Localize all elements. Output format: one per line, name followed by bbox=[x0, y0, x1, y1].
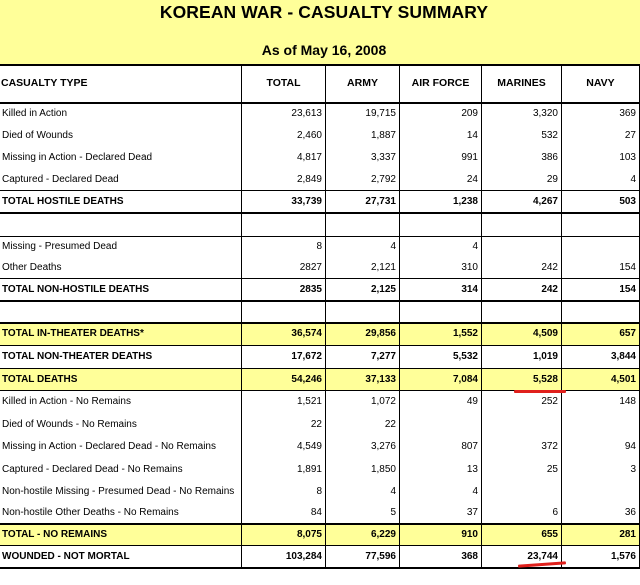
cell-air-force: 910 bbox=[400, 523, 482, 545]
cell-air-force: AIR FORCE bbox=[400, 64, 482, 102]
page-title: KOREAN WAR - CASUALTY SUMMARY bbox=[159, 2, 489, 22]
table-row-missing-in-action-declared-dead bbox=[0, 146, 640, 168]
cell-army: 2,125 bbox=[326, 278, 400, 300]
table-divider bbox=[0, 345, 640, 346]
cell-navy bbox=[562, 212, 640, 236]
cell-navy: 3,844 bbox=[562, 345, 640, 368]
cell-total: 8 bbox=[242, 480, 326, 502]
cell-navy: 3 bbox=[562, 458, 640, 480]
cell-navy: 657 bbox=[562, 322, 640, 345]
cell-marines bbox=[482, 480, 562, 502]
cell-air-force: 807 bbox=[400, 435, 482, 458]
cell-total: 33,739 bbox=[242, 190, 326, 212]
cell-navy: 369 bbox=[562, 102, 640, 124]
row-label: TOTAL IN-THEATER DEATHS* bbox=[0, 322, 242, 345]
red-underline-marines-total-deaths bbox=[514, 390, 566, 393]
cell-air-force: 49 bbox=[400, 390, 482, 413]
table-row-killed-in-action bbox=[0, 102, 640, 124]
cell-navy: 281 bbox=[562, 523, 640, 545]
row-label: Died of Wounds bbox=[0, 124, 242, 146]
cell-army: 22 bbox=[326, 413, 400, 435]
cell-total: 2827 bbox=[242, 256, 326, 278]
table-divider bbox=[0, 300, 640, 302]
cell-marines bbox=[482, 413, 562, 435]
cell-army: 7,277 bbox=[326, 345, 400, 368]
cell-army: 27,731 bbox=[326, 190, 400, 212]
cell-army: 77,596 bbox=[326, 545, 400, 567]
table-row-captured-declared-dead bbox=[0, 168, 640, 190]
row-label: Other Deaths bbox=[0, 256, 242, 278]
row-label: TOTAL - NO REMAINS bbox=[0, 523, 242, 545]
row-label: Non-hostile Missing - Presumed Dead - No Remains bbox=[0, 480, 242, 502]
cell-marines: 5,528 bbox=[482, 368, 562, 390]
cell-navy: NAVY bbox=[562, 64, 640, 102]
table-row-missing-in-action-declared-dead-no-remains bbox=[0, 435, 640, 458]
cell-marines: 252 bbox=[482, 390, 562, 413]
cell-army: 3,276 bbox=[326, 435, 400, 458]
row-label: Killed in Action - No Remains bbox=[0, 390, 242, 413]
cell-army: 1,072 bbox=[326, 390, 400, 413]
table-row-non-hostile-missing-presumed-dead-no-remains bbox=[0, 480, 640, 502]
cell-marines: 3,320 bbox=[482, 102, 562, 124]
table-row-captured-declared-dead-no-remains bbox=[0, 458, 640, 480]
cell-marines: 6 bbox=[482, 502, 562, 523]
cell-navy: 154 bbox=[562, 256, 640, 278]
row-label: TOTAL NON-THEATER DEATHS bbox=[0, 345, 242, 368]
row-label: Missing in Action - Declared Dead - No Remains bbox=[0, 435, 242, 458]
title-banner bbox=[0, 0, 640, 64]
cell-air-force: 13 bbox=[400, 458, 482, 480]
cell-marines bbox=[482, 300, 562, 322]
cell-navy: 103 bbox=[562, 146, 640, 168]
cell-air-force bbox=[400, 300, 482, 322]
table-row-total-non-theater-deaths bbox=[0, 345, 640, 368]
table-divider bbox=[0, 278, 640, 279]
cell-total: 8,075 bbox=[242, 523, 326, 545]
cell-marines bbox=[482, 236, 562, 256]
cell-total: 23,613 bbox=[242, 102, 326, 124]
cell-navy: 94 bbox=[562, 435, 640, 458]
cell-air-force bbox=[400, 212, 482, 236]
table-header-row bbox=[0, 64, 640, 102]
cell-army: 3,337 bbox=[326, 146, 400, 168]
table-row-killed-in-action-no-remains bbox=[0, 390, 640, 413]
cell-total: 17,672 bbox=[242, 345, 326, 368]
table-row-total-non-hostile-deaths bbox=[0, 278, 640, 300]
table-divider bbox=[0, 545, 640, 546]
cell-total: TOTAL bbox=[242, 64, 326, 102]
cell-total: 22 bbox=[242, 413, 326, 435]
cell-navy: 27 bbox=[562, 124, 640, 146]
cell-marines: 4,267 bbox=[482, 190, 562, 212]
cell-total: 4,549 bbox=[242, 435, 326, 458]
cell-army: 2,792 bbox=[326, 168, 400, 190]
cell-total: 2,460 bbox=[242, 124, 326, 146]
cell-navy: 503 bbox=[562, 190, 640, 212]
cell-total bbox=[242, 212, 326, 236]
cell-marines: MARINES bbox=[482, 64, 562, 102]
table-divider bbox=[0, 567, 640, 569]
cell-air-force bbox=[400, 413, 482, 435]
cell-air-force: 314 bbox=[400, 278, 482, 300]
cell-marines: 242 bbox=[482, 278, 562, 300]
cell-army: 1,887 bbox=[326, 124, 400, 146]
cell-navy bbox=[562, 300, 640, 322]
row-label: WOUNDED - NOT MORTAL bbox=[0, 545, 242, 567]
table-row-total-deaths bbox=[0, 368, 640, 390]
table-row-died-of-wounds bbox=[0, 124, 640, 146]
table-row-other-deaths bbox=[0, 256, 640, 278]
cell-army bbox=[326, 212, 400, 236]
cell-air-force: 7,084 bbox=[400, 368, 482, 390]
cell-air-force: 209 bbox=[400, 102, 482, 124]
cell-air-force: 37 bbox=[400, 502, 482, 523]
cell-marines: 386 bbox=[482, 146, 562, 168]
cell-air-force: 4 bbox=[400, 480, 482, 502]
cell-army: 37,133 bbox=[326, 368, 400, 390]
spacer-row bbox=[0, 300, 640, 322]
cell-total: 54,246 bbox=[242, 368, 326, 390]
cell-marines: 372 bbox=[482, 435, 562, 458]
table-divider bbox=[0, 368, 640, 369]
cell-air-force: 1,238 bbox=[400, 190, 482, 212]
cell-marines bbox=[482, 212, 562, 236]
row-label: TOTAL HOSTILE DEATHS bbox=[0, 190, 242, 212]
row-label: Killed in Action bbox=[0, 102, 242, 124]
table-divider bbox=[0, 64, 640, 66]
cell-navy bbox=[562, 413, 640, 435]
cell-marines: 655 bbox=[482, 523, 562, 545]
cell-navy: 1,576 bbox=[562, 545, 640, 567]
cell-marines: 4,509 bbox=[482, 322, 562, 345]
row-label: Non-hostile Other Deaths - No Remains bbox=[0, 502, 242, 523]
table-row-total-hostile-deaths bbox=[0, 190, 640, 212]
row-label: TOTAL NON-HOSTILE DEATHS bbox=[0, 278, 242, 300]
cell-air-force: 5,532 bbox=[400, 345, 482, 368]
cell-total: 36,574 bbox=[242, 322, 326, 345]
cell-army: 5 bbox=[326, 502, 400, 523]
row-label: Missing in Action - Declared Dead bbox=[0, 146, 242, 168]
cell-marines: 23,744 bbox=[482, 545, 562, 567]
cell-air-force: 991 bbox=[400, 146, 482, 168]
cell-army: 4 bbox=[326, 236, 400, 256]
cell-army: 6,229 bbox=[326, 523, 400, 545]
row-label: Captured - Declared Dead bbox=[0, 168, 242, 190]
row-label: TOTAL DEATHS bbox=[0, 368, 242, 390]
row-label bbox=[0, 300, 242, 322]
table-row-died-of-wounds-no-remains bbox=[0, 413, 640, 435]
table-divider bbox=[0, 236, 640, 237]
spacer-row bbox=[0, 212, 640, 236]
cell-marines: 29 bbox=[482, 168, 562, 190]
cell-air-force: 4 bbox=[400, 236, 482, 256]
table-row-total-no-remains bbox=[0, 523, 640, 545]
cell-army: 4 bbox=[326, 480, 400, 502]
cell-total: 8 bbox=[242, 236, 326, 256]
table-row-non-hostile-other-deaths-no-remains bbox=[0, 502, 640, 523]
cell-marines: 532 bbox=[482, 124, 562, 146]
cell-navy: 4,501 bbox=[562, 368, 640, 390]
row-label: Died of Wounds - No Remains bbox=[0, 413, 242, 435]
row-label: CASUALTY TYPE bbox=[0, 64, 242, 102]
cell-navy: 36 bbox=[562, 502, 640, 523]
cell-navy: 4 bbox=[562, 168, 640, 190]
cell-marines: 1,019 bbox=[482, 345, 562, 368]
cell-army: 1,850 bbox=[326, 458, 400, 480]
cell-total: 2,849 bbox=[242, 168, 326, 190]
cell-total bbox=[242, 300, 326, 322]
table-divider bbox=[0, 102, 640, 104]
cell-air-force: 310 bbox=[400, 256, 482, 278]
page-subtitle: As of May 16, 2008 bbox=[261, 42, 387, 58]
cell-air-force: 368 bbox=[400, 545, 482, 567]
cell-navy bbox=[562, 480, 640, 502]
cell-total: 103,284 bbox=[242, 545, 326, 567]
cell-total: 4,817 bbox=[242, 146, 326, 168]
cell-total: 2835 bbox=[242, 278, 326, 300]
cell-army bbox=[326, 300, 400, 322]
cell-air-force: 1,552 bbox=[400, 322, 482, 345]
table-divider bbox=[0, 190, 640, 191]
cell-marines: 25 bbox=[482, 458, 562, 480]
cell-army: ARMY bbox=[326, 64, 400, 102]
cell-navy bbox=[562, 236, 640, 256]
table-divider bbox=[0, 523, 640, 525]
cell-marines: 242 bbox=[482, 256, 562, 278]
cell-navy: 154 bbox=[562, 278, 640, 300]
table-divider bbox=[0, 322, 640, 324]
cell-army: 2,121 bbox=[326, 256, 400, 278]
cell-total: 1,891 bbox=[242, 458, 326, 480]
cell-air-force: 14 bbox=[400, 124, 482, 146]
cell-total: 1,521 bbox=[242, 390, 326, 413]
table-divider bbox=[0, 212, 640, 214]
cell-army: 29,856 bbox=[326, 322, 400, 345]
row-label bbox=[0, 212, 242, 236]
cell-total: 84 bbox=[242, 502, 326, 523]
cell-navy: 148 bbox=[562, 390, 640, 413]
row-label: Missing - Presumed Dead bbox=[0, 236, 242, 256]
table-row-total-in-theater-deaths bbox=[0, 322, 640, 345]
row-label: Captured - Declared Dead - No Remains bbox=[0, 458, 242, 480]
cell-air-force: 24 bbox=[400, 168, 482, 190]
cell-army: 19,715 bbox=[326, 102, 400, 124]
table-row-missing-presumed-dead bbox=[0, 236, 640, 256]
